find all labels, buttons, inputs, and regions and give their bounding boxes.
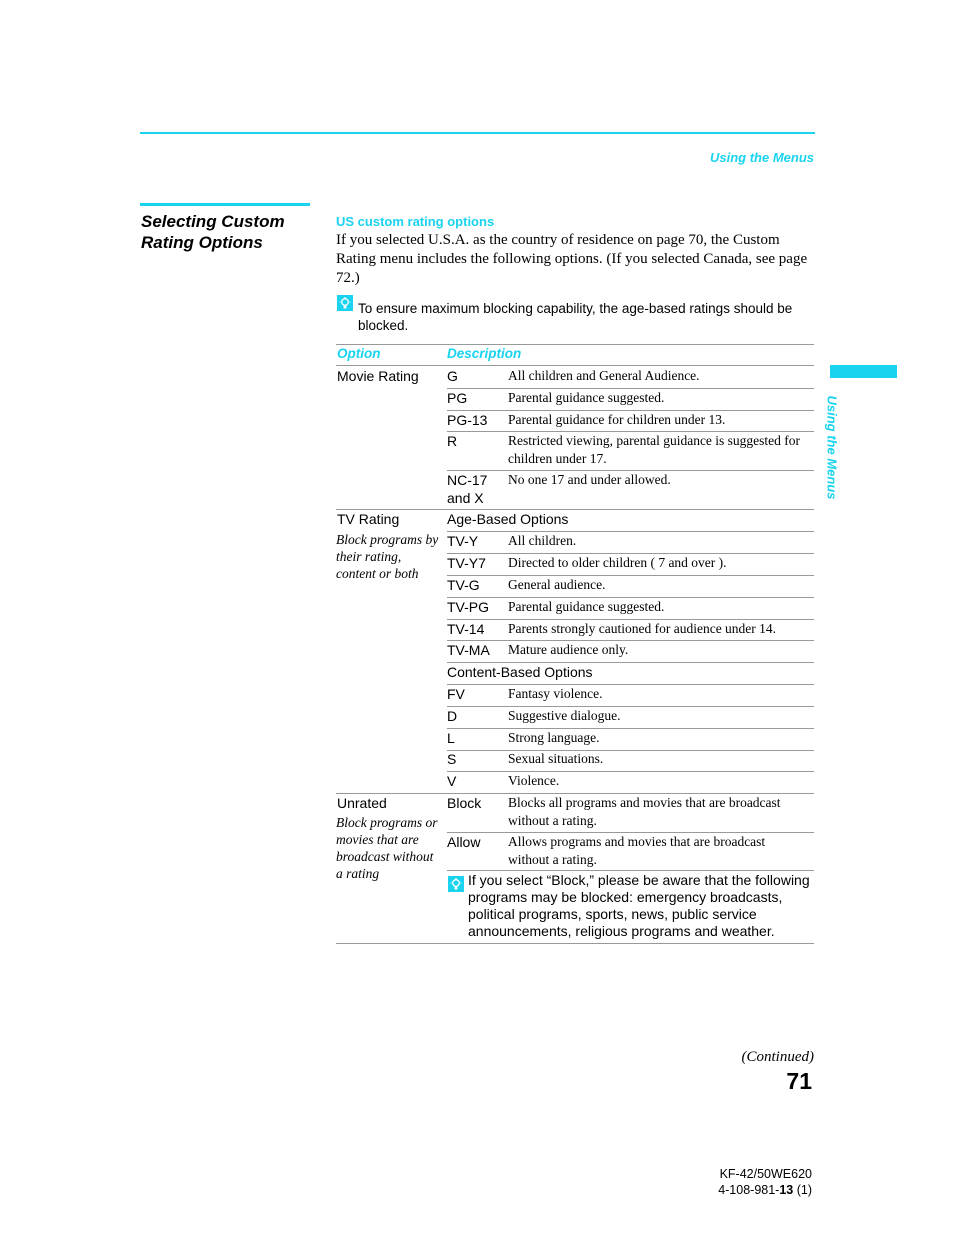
option-unrated: Unrated: [337, 795, 387, 811]
section-title: Selecting Custom Rating Options: [141, 212, 285, 252]
header-rule: [140, 132, 815, 134]
option-movie-rating: Movie Rating: [337, 368, 419, 384]
rating-code: Allow: [447, 834, 481, 850]
column-header-description: Description: [447, 346, 522, 361]
rating-description: Directed to older children ( 7 and over ).: [508, 555, 727, 570]
rating-code: S: [447, 751, 457, 767]
option-note: Block programs or movies that are broadcast without a rating: [336, 815, 438, 881]
rating-code: NC-17 and X: [447, 472, 488, 506]
rating-code: TV-Y7: [447, 555, 486, 571]
rating-description: Restricted viewing, parental guidance is suggested for children under 17.: [508, 433, 801, 466]
subheading: US custom rating options: [336, 214, 495, 229]
page-number: 71: [786, 1068, 812, 1094]
group-content-based: Content-Based Options: [447, 664, 593, 680]
continued-label: (Continued): [741, 1049, 814, 1065]
rating-description: All children.: [508, 533, 577, 548]
rating-description: No one 17 and under allowed.: [508, 472, 671, 487]
side-tab-bar: [830, 365, 897, 378]
rating-description: General audience.: [508, 577, 606, 592]
rating-description: Parental guidance suggested.: [508, 390, 665, 405]
tip-text: To ensure maximum blocking capability, the age-based ratings should be blocked.: [358, 301, 793, 333]
rating-code: V: [447, 773, 457, 789]
rating-code: TV-PG: [447, 599, 490, 615]
running-header: Using the Menus: [709, 150, 814, 165]
rating-code: TV-14: [447, 621, 485, 637]
row-divider: [447, 662, 814, 663]
row-divider: [447, 870, 814, 871]
rating-description: Parents strongly cautioned for audience under 14.: [508, 621, 777, 636]
rating-description: Parental guidance suggested.: [508, 599, 665, 614]
rating-description: Strong language.: [508, 730, 600, 745]
column-header-option: Option: [337, 346, 381, 361]
rating-description: Mature audience only.: [508, 642, 629, 657]
section-rule: [140, 203, 310, 206]
rating-code: TV-G: [447, 577, 480, 593]
tip-icon: [337, 295, 353, 311]
table-top-rule: [336, 344, 814, 345]
table-header-rule: [336, 365, 814, 366]
rating-code: Block: [447, 795, 482, 811]
rating-code: PG: [447, 390, 468, 406]
rating-code: D: [447, 708, 458, 724]
rating-code: TV-Y: [447, 533, 479, 549]
part-code: 4-108-981-13 (1): [718, 1183, 812, 1197]
section-divider: [336, 509, 814, 510]
option-note: Block programs by their rating, content or both: [336, 532, 439, 581]
rating-description: Violence.: [508, 773, 560, 788]
rating-description: Blocks all programs and movies that are broadcast without a rating.: [508, 795, 781, 828]
rating-description: Fantasy violence.: [508, 686, 603, 701]
option-tv-rating: TV Rating: [337, 511, 400, 527]
rating-code: FV: [447, 686, 465, 702]
rating-code: G: [447, 368, 458, 384]
rating-description: Parental guidance for children under 13.: [508, 412, 726, 427]
tip-text: If you select “Block,” please be aware that the following programs may be blocked: emergency broadcasts, political programs, sports, news, public service announcements, religious programs and weather.: [468, 872, 810, 939]
rating-code: PG-13: [447, 412, 488, 428]
table-bottom-rule: [336, 943, 814, 944]
rating-description: Suggestive dialogue.: [508, 708, 621, 723]
side-tab-label: Using the Menus: [824, 395, 840, 500]
rating-code: L: [447, 730, 455, 746]
group-age-based: Age-Based Options: [447, 511, 569, 527]
rating-description: Sexual situations.: [508, 751, 604, 766]
rating-description: Allows programs and movies that are broadcast without a rating.: [508, 834, 766, 867]
rating-description: All children and General Audience.: [508, 368, 700, 383]
model-info: [718, 1166, 812, 1198]
model-number: KF-42/50WE620: [719, 1167, 812, 1181]
tip-icon: [448, 876, 464, 892]
rating-code: R: [447, 433, 458, 449]
intro-paragraph: If you selected U.S.A. as the country of residence on page 70, the Custom Rating menu includes the following options. (If you selected Canada, see page 72.): [336, 232, 808, 286]
rating-code: TV-MA: [447, 642, 490, 658]
